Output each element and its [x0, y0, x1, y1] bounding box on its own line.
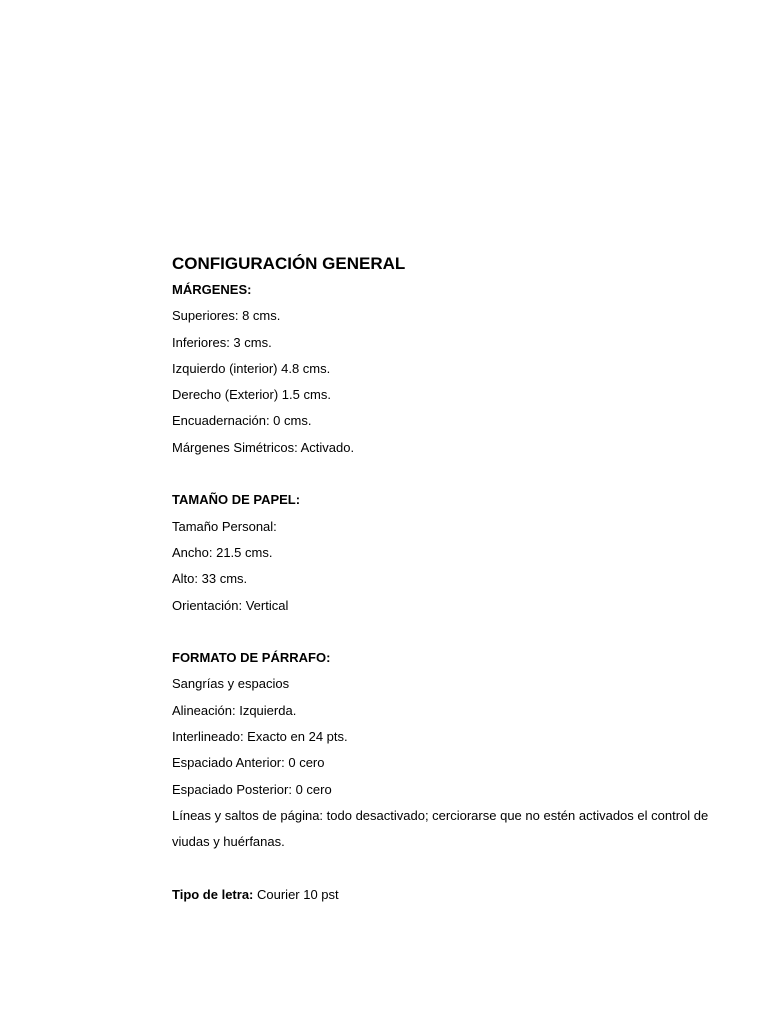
- paper-size-heading: TAMAÑO DE PAPEL:: [172, 492, 301, 508]
- font-label: Tipo de letra:: [172, 886, 254, 902]
- symmetric-margins-line: Márgenes Simétricos: Activado.: [172, 439, 355, 455]
- section-spacer: [172, 856, 712, 882]
- paper-orientation-line: Orientación: Vertical: [172, 597, 289, 613]
- binding-margin-line: Encuadernación: 0 cms.: [172, 413, 312, 429]
- widow-orphan-line: viudas y huérfanas.: [172, 834, 285, 850]
- margin-left-line: Izquierdo (interior) 4.8 cms.: [172, 360, 331, 376]
- paper-custom-size-line: Tamaño Personal:: [172, 518, 277, 534]
- margins-heading: MÁRGENES:: [172, 282, 252, 297]
- margin-right-line: Derecho (Exterior) 1.5 cms.: [172, 387, 331, 403]
- paper-height-line: Alto: 33 cms.: [172, 571, 248, 587]
- paper-width-line: Ancho: 21.5 cms.: [172, 544, 273, 560]
- indent-spacing-line: Sangrías y espacios: [172, 676, 290, 692]
- spacing-before-line: Espaciado Anterior: 0 cero: [172, 755, 325, 771]
- alignment-line: Alineación: Izquierda.: [172, 702, 297, 718]
- spacing-after-line: Espaciado Posterior: 0 cero: [172, 781, 332, 797]
- font-value: Courier 10 pst: [253, 886, 339, 902]
- margin-bottom-line: Inferiores: 3 cms.: [172, 334, 272, 350]
- section-spacer: [172, 619, 712, 645]
- line-spacing-line: Interlineado: Exacto en 24 pts.: [172, 729, 348, 745]
- line-page-breaks-line: Líneas y saltos de página: todo desactivado; cerciorarse que no estén activados el control de: [172, 807, 709, 823]
- font-line: [172, 882, 712, 908]
- paragraph-format-heading: FORMATO DE PÁRRAFO:: [172, 650, 331, 666]
- document-title: CONFIGURACIÓN GENERAL: [172, 254, 406, 273]
- margin-top-line: Superiores: 8 cms.: [172, 308, 281, 324]
- document-content: [172, 251, 712, 908]
- section-spacer: [172, 461, 712, 487]
